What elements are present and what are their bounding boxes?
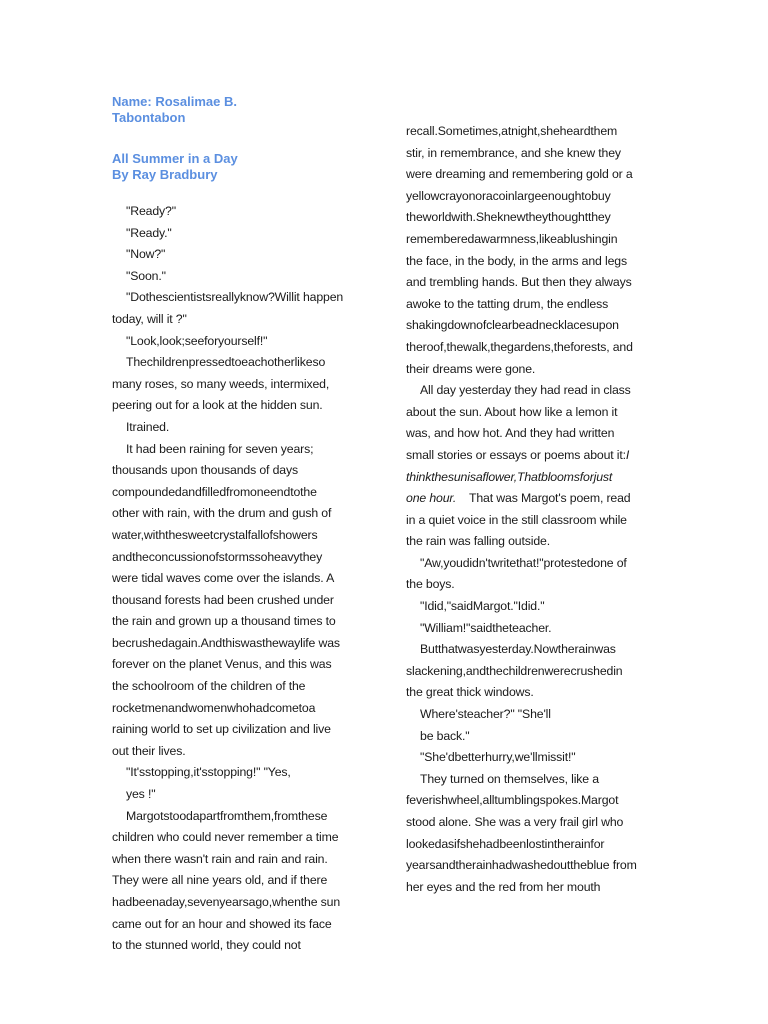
text-line-content: was, and how hot. And they had written xyxy=(406,426,615,441)
text-line xyxy=(406,639,646,661)
text-line xyxy=(112,762,352,784)
text-line xyxy=(406,531,646,553)
text-line xyxy=(112,654,352,676)
text-line-content: becrushedagain.Andthiswasthewaylife was xyxy=(112,635,340,650)
text-line xyxy=(406,402,646,424)
text-line-content: her eyes and the red from her mouth xyxy=(406,879,601,894)
text-line xyxy=(112,698,352,720)
text-line xyxy=(112,611,352,633)
text-line-content: They turned on themselves, like a xyxy=(420,771,599,786)
text-line xyxy=(112,201,352,223)
text-line xyxy=(406,380,646,402)
text-line-content: "Ready?" xyxy=(126,204,176,218)
text-line xyxy=(112,482,352,504)
text-line xyxy=(112,287,352,309)
text-line-content: about the sun. About how like a lemon it xyxy=(406,404,618,419)
text-line xyxy=(112,784,352,806)
text-line-content: compoundedandfilledfromoneendtothe xyxy=(112,484,317,499)
text-line-content: yes !" xyxy=(126,787,156,802)
text-line xyxy=(406,682,646,704)
text-line xyxy=(112,827,352,849)
right-text-column xyxy=(406,121,646,898)
text-line xyxy=(112,935,352,957)
text-line xyxy=(112,439,352,461)
text-line-content: rocketmenandwomenwhohadcometoa xyxy=(112,700,316,715)
text-line-content: "She'dbetterhurry,we'llmissit!" xyxy=(420,750,576,765)
text-line-content: and trembling hands. But then they always xyxy=(406,275,632,290)
text-line xyxy=(406,618,646,640)
text-line xyxy=(406,315,646,337)
text-line-content: the boys. xyxy=(406,577,455,592)
text-line xyxy=(112,352,352,374)
text-line xyxy=(112,244,352,266)
text-line xyxy=(406,877,646,899)
text-line-content: hadbeenaday,sevenyearsago,whenthe sun xyxy=(112,895,341,909)
text-line xyxy=(406,596,646,618)
text-line-content: the face, in the body, in the arms and legs xyxy=(406,253,627,268)
text-line-content: "Now?" xyxy=(126,247,166,262)
text-line xyxy=(112,374,352,396)
text-line-content: Thechildrenpressedtoeachotherlikeso xyxy=(126,355,326,370)
text-line xyxy=(406,510,646,532)
text-line xyxy=(406,661,646,683)
text-line-content: the rain was falling outside. xyxy=(406,534,550,549)
author-name-heading xyxy=(112,94,237,126)
story-author: By Ray Bradbury xyxy=(112,167,218,182)
text-line-content: thousands upon thousands of days xyxy=(112,463,298,478)
text-line xyxy=(406,488,646,510)
text-line-content: Butthatwasyesterday.Nowtherainwas xyxy=(420,642,616,657)
text-line-content: came out for an hour and showed its face xyxy=(112,916,332,931)
text-line xyxy=(112,849,352,871)
text-line-content: one hour. xyxy=(406,491,457,506)
text-line-content: other with rain, with the drum and gush of xyxy=(112,506,332,521)
text-line-content: It had been raining for seven years; xyxy=(126,441,314,456)
text-line-content: "William!"saidtheteacher. xyxy=(420,620,552,635)
text-line-content: theroof,thewalk,thegardens,theforests, and xyxy=(406,339,633,354)
text-line xyxy=(112,417,352,439)
text-line xyxy=(112,870,352,892)
text-line-content: forever on the planet Venus, and this was xyxy=(112,657,332,672)
text-line xyxy=(406,726,646,748)
text-line xyxy=(112,331,352,353)
text-line xyxy=(406,251,646,273)
text-line-content: "It'sstopping,it'sstopping!" "Yes, xyxy=(126,765,291,780)
left-text-column xyxy=(112,201,352,957)
text-line-content: raining world to set up civilization and live xyxy=(112,722,331,737)
text-line-content: awoke to the tatting drum, the endless xyxy=(406,296,609,311)
text-line-italic-tail: I xyxy=(625,447,630,462)
text-line-content: when there wasn't rain and rain and rain. xyxy=(112,851,328,866)
text-line xyxy=(406,553,646,575)
text-line xyxy=(112,266,352,288)
text-line xyxy=(112,741,352,763)
text-line-content: stir, in remembrance, and she knew they xyxy=(406,145,621,160)
text-line-content: were tidal waves come over the islands. A xyxy=(112,571,335,586)
text-line xyxy=(406,359,646,381)
text-line xyxy=(112,806,352,828)
text-line xyxy=(406,769,646,791)
text-line-content: stood alone. She was a very frail girl who xyxy=(406,815,624,829)
text-line xyxy=(112,223,352,245)
text-line xyxy=(406,186,646,208)
text-line-content: thousand forests had been crushed under xyxy=(112,592,334,607)
text-line-content: many roses, so many weeds, intermixed, xyxy=(112,376,330,391)
text-line-content: be back." xyxy=(420,728,470,743)
text-line-content: theworldwith.Sheknewtheythoughtthey xyxy=(406,210,611,225)
text-line xyxy=(112,547,352,569)
text-line xyxy=(406,467,646,489)
text-line-content: the schoolroom of the children of the xyxy=(112,679,306,694)
text-line xyxy=(406,747,646,769)
text-line xyxy=(112,892,352,914)
text-line-content: in a quiet voice in the still classroom while xyxy=(406,512,627,527)
text-line xyxy=(112,503,352,525)
text-line xyxy=(406,855,646,877)
text-line xyxy=(406,164,646,186)
text-line xyxy=(112,568,352,590)
text-line-content: small stories or essays or poems about it: xyxy=(406,447,626,462)
text-line-content: recall.Sometimes,atnight,sheheardthem xyxy=(406,124,618,138)
text-line xyxy=(406,704,646,726)
text-line-content: to the stunned world, they could not xyxy=(112,938,301,953)
story-title-heading xyxy=(112,151,238,183)
text-line-content: andtheconcussionofstormssoheavythey xyxy=(112,549,323,564)
text-line-content: peering out for a look at the hidden sun. xyxy=(112,398,323,413)
text-line xyxy=(406,229,646,251)
text-line xyxy=(406,812,646,834)
text-line xyxy=(406,337,646,359)
text-line-content: lookedasifshehadbeenlostintherainfor xyxy=(406,836,605,851)
text-line-content: "Dothescientistsreallyknow?Willit happen xyxy=(126,290,344,305)
text-line xyxy=(406,143,646,165)
text-line xyxy=(112,309,352,331)
text-line-content: "Look,look;seeforyourself!" xyxy=(126,333,268,348)
text-line-content: today, will it ?" xyxy=(112,311,187,326)
text-line xyxy=(112,676,352,698)
text-line-content: rememberedawarmness,likeablushingin xyxy=(406,231,618,246)
text-line xyxy=(112,525,352,547)
text-line-content: children who could never remember a time xyxy=(112,830,339,845)
text-line xyxy=(112,590,352,612)
text-line xyxy=(406,121,646,143)
text-line-content: Margotstoodapartfromthem,fromthese xyxy=(126,808,328,823)
text-line xyxy=(112,914,352,936)
text-line-content: slackening,andthechildrenwerecrushedin xyxy=(406,663,623,678)
text-line-content: All day yesterday they had read in class xyxy=(420,383,631,398)
text-line-tail: That was Margot's poem, read xyxy=(456,491,631,506)
text-line-content: shakingdownofclearbeadnecklacesupon xyxy=(406,318,619,333)
text-line xyxy=(112,633,352,655)
text-line-content: They were all nine years old, and if there xyxy=(112,873,328,888)
text-line-content: their dreams were gone. xyxy=(406,361,536,376)
text-line-content: the rain and grown up a thousand times to xyxy=(112,614,336,629)
text-line xyxy=(406,272,646,294)
text-line-content: yellowcrayonoracoinlargeenoughtobuy xyxy=(406,188,611,203)
text-line-content: thinkthesunisaflower,Thatbloomsforjust xyxy=(406,469,613,484)
text-line-content: "Soon." xyxy=(126,268,166,283)
text-line-content: "Aw,youdidn'twritethat!"protestedone of xyxy=(420,555,627,570)
text-line-content: Itrained. xyxy=(126,419,170,434)
text-line xyxy=(406,423,646,445)
story-title: All Summer in a Day xyxy=(112,151,238,166)
name-line-2: Tabontabon xyxy=(112,110,186,125)
text-line-content: the great thick windows. xyxy=(406,685,534,700)
text-line-content: "Ready." xyxy=(126,225,172,240)
text-line xyxy=(112,395,352,417)
text-line-content: feverishwheel,alltumblingspokes.Margot xyxy=(406,793,619,808)
text-line xyxy=(406,834,646,856)
text-line-content: yearsandtherainhadwashedouttheblue from xyxy=(406,858,637,873)
text-line xyxy=(112,460,352,482)
text-line xyxy=(112,719,352,741)
text-line xyxy=(406,574,646,596)
text-line xyxy=(406,790,646,812)
text-line-content: "Idid,"saidMargot."Idid." xyxy=(420,599,545,614)
text-line xyxy=(406,207,646,229)
name-line-1: Name: Rosalimae B. xyxy=(112,94,237,109)
text-line-content: were dreaming and remembering gold or a xyxy=(406,167,633,182)
text-line-content: water,withthesweetcrystalfallofshowers xyxy=(112,527,318,542)
text-line-content: Where'steacher?" "She'll xyxy=(420,707,551,722)
text-line xyxy=(406,294,646,316)
text-line-content: out their lives. xyxy=(112,743,186,758)
text-line xyxy=(406,445,646,467)
